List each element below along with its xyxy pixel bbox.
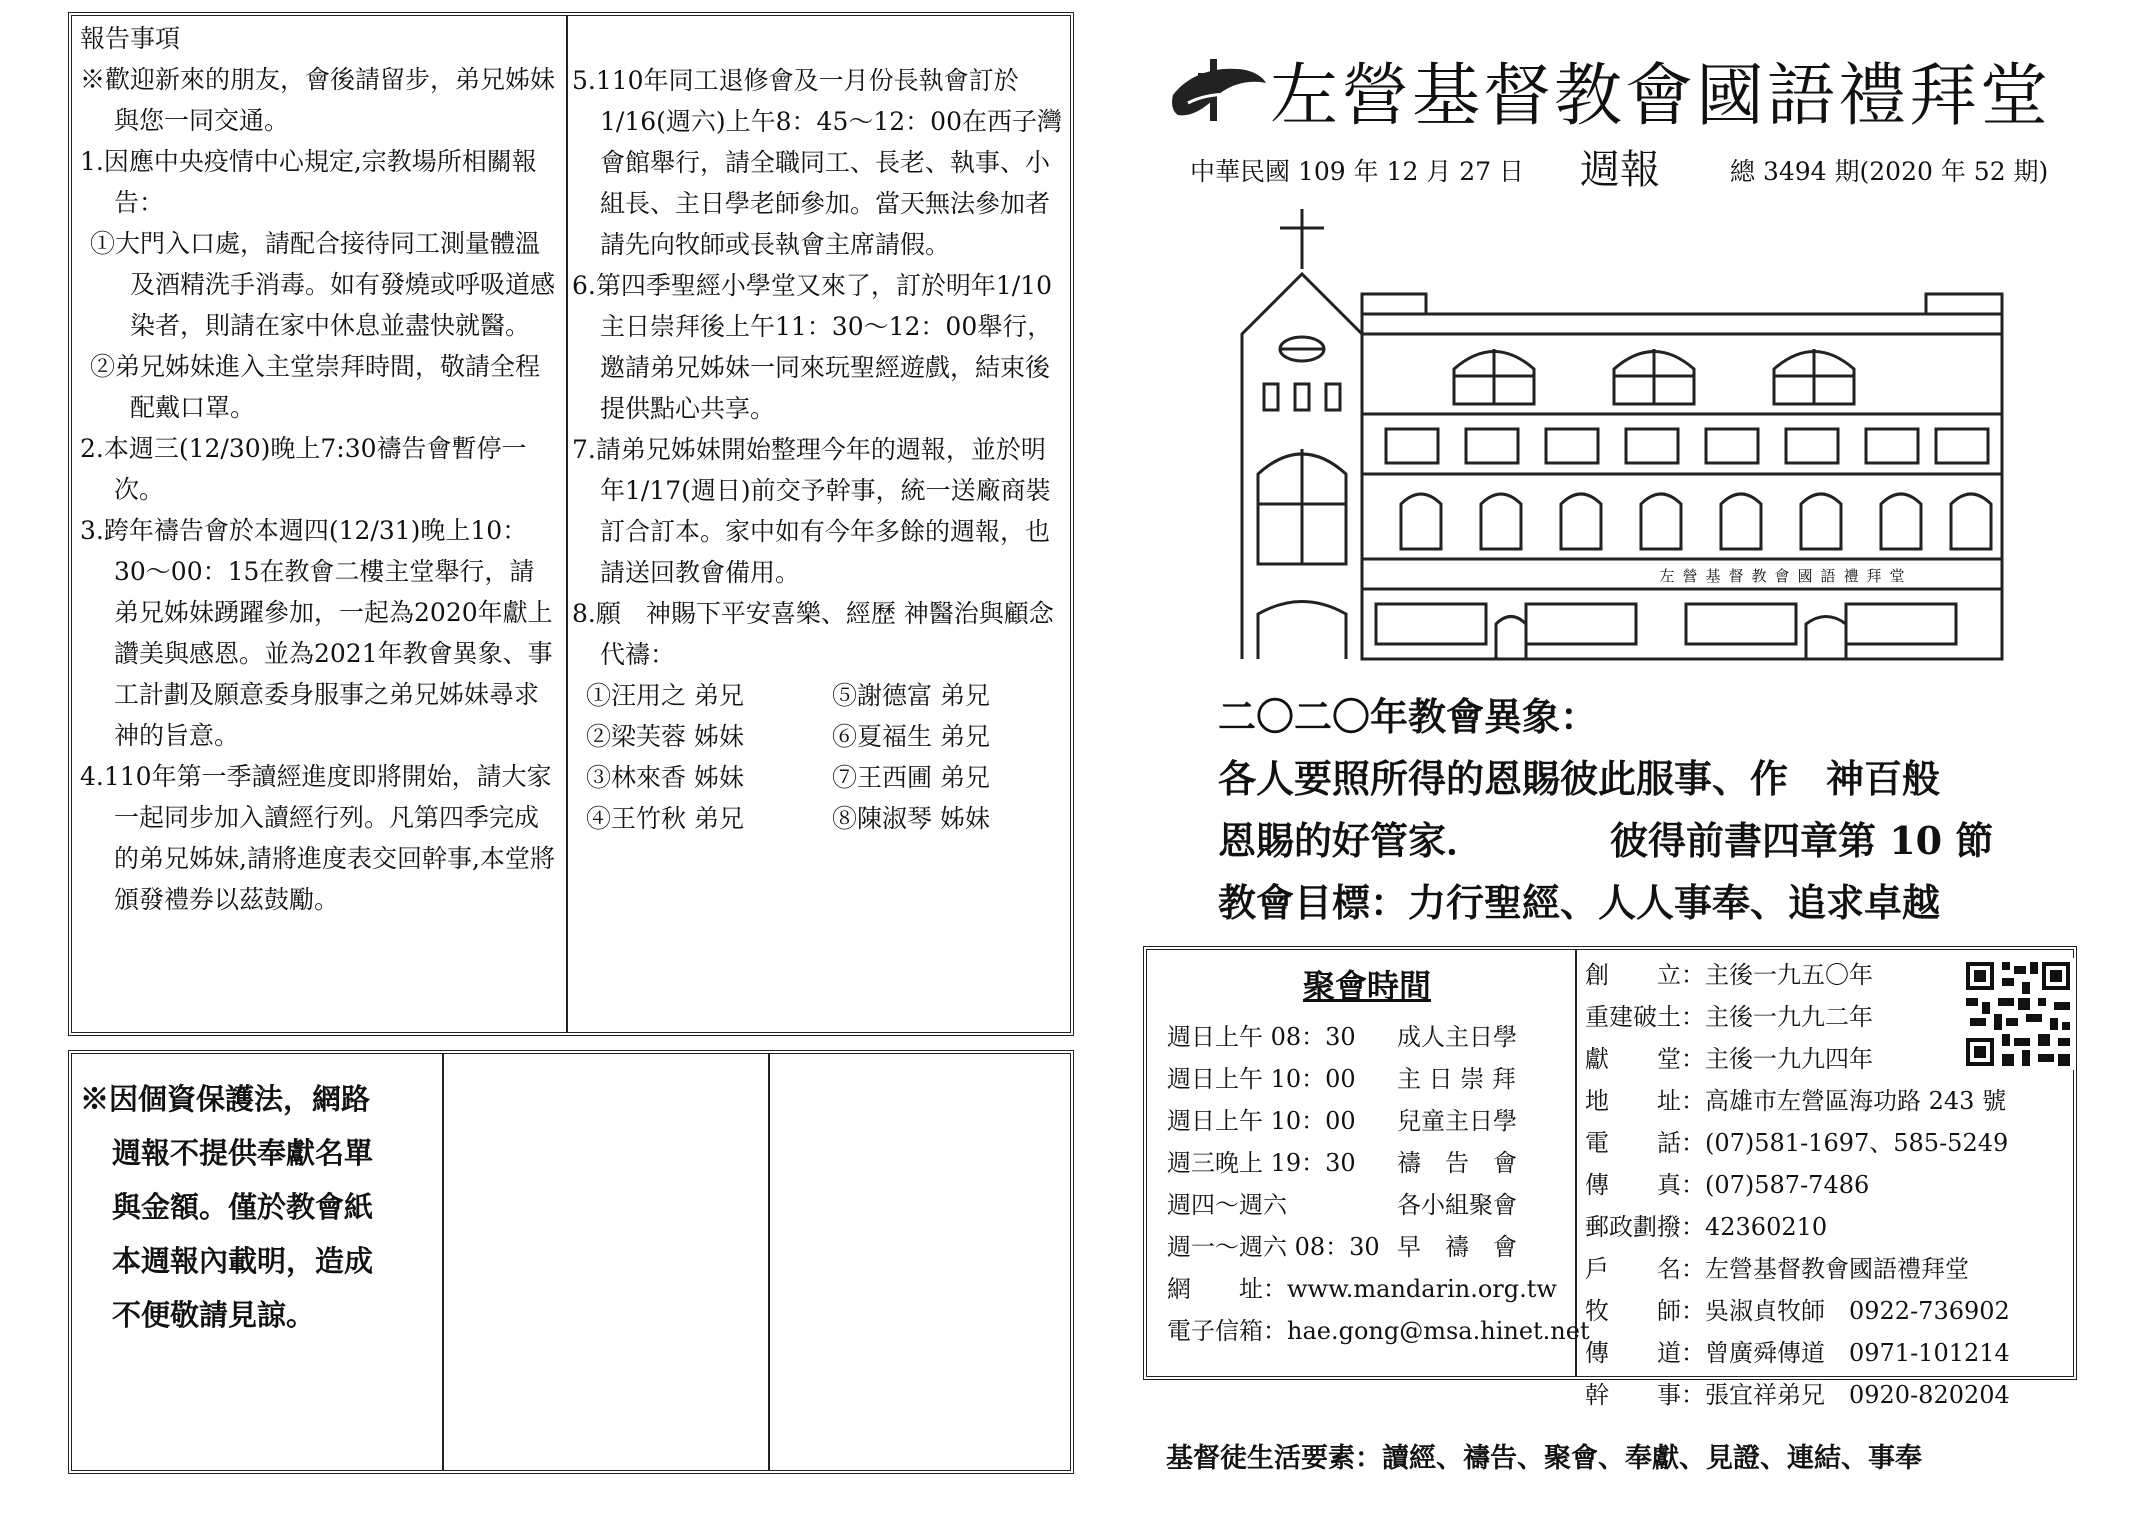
info-address: 地 址：高雄市左營區海功路 243 號	[1585, 1087, 2007, 1115]
info-groundbreaking: 重建破土：主後一九九二年	[1585, 1003, 1873, 1031]
vision-line-2a: 恩賜的好管家．	[1218, 818, 1485, 863]
vision-title: 二〇二〇年教會異象：	[1218, 694, 1599, 739]
announcement-8: 8.願 神賜下平安喜樂、經歷 神醫治與顧念代禱：	[572, 599, 1054, 669]
prayer-item: ④王竹秋 弟兄	[586, 804, 744, 833]
meeting-time: 週四～週六	[1167, 1191, 1287, 1219]
church-goal: 教會目標：力行聖經、人人事奉、追求卓越	[1218, 880, 1941, 925]
website: 網 址：www.mandarin.org.tw	[1167, 1275, 1557, 1303]
announcement-1b: ②弟兄姊妹進入主堂崇拜時間，敬請全程配戴口罩。	[90, 352, 541, 422]
announcement-3: 3.跨年禱告會於本週四(12/31)晚上10：30～00：15在教會二樓主堂舉行，請弟兄姊妹踴躍參加，一起為2020年獻上讚美與感恩。並為2021年教會異象、事工計劃及願意委身服事之弟兄姊妹尋求 神的旨意。	[80, 516, 553, 750]
church-logo-icon	[1168, 55, 1268, 125]
building-sign: 左營基督教會國語禮拜堂	[1659, 567, 1913, 585]
vision-reference: 彼得前書四章第 10 節	[1610, 818, 1994, 863]
vision-line-1: 各人要照所得的恩賜彼此服事、作 神百般	[1218, 756, 1941, 801]
welcome-note: ※歡迎新來的朋友，會後請留步，弟兄姊妹與您一同交通。	[80, 65, 556, 135]
info-dedication: 獻 堂：主後一九九四年	[1585, 1045, 1873, 1073]
meeting-time: 週日上午 10：00	[1167, 1065, 1356, 1093]
announcement-1a: ①大門入口處，請配合接待同工測量體溫及酒精洗手消毒。如有發燒或呼吸道感染者，則請在家中休息並盡快就醫。	[90, 229, 556, 340]
column-divider	[566, 16, 568, 1032]
meeting-name: 早 禱 會	[1397, 1233, 1517, 1261]
announcement-2: 2.本週三(12/30)晚上7:30禱告會暫停一次。	[80, 434, 527, 504]
announcement-1: 1.因應中央疫情中心規定,宗教場所相關報告：	[80, 147, 537, 217]
meeting-name: 各小組聚會	[1397, 1191, 1517, 1219]
announcement-5: 5.110年同工退修會及一月份長執會訂於1/16(週六)上午8：45～12：00在西子灣會館舉行，請全職同工、長老、執事、小組長、主日學老師參加。當天無法參加者請先向牧師或長執會主席請假。	[572, 66, 1062, 259]
privacy-note: ※因個資保護法，網路 週報不提供奉獻名單 與金額。僅於教會紙 本週報內載明，造成 不便敬請見諒。	[80, 1082, 374, 1332]
meeting-info-box	[1143, 946, 2077, 1409]
info-account-name: 戶 名：左營基督教會國語禮拜堂	[1585, 1255, 1969, 1283]
prayer-item: ③林來香 姊妹	[586, 763, 744, 792]
bulletin-issue: 總 3494 期(2020 年 52 期)	[1730, 157, 2049, 186]
info-founded: 創 立：主後一九五〇年	[1585, 961, 1873, 989]
meeting-times-title: 聚會時間	[1302, 967, 1431, 1005]
meeting-time: 週一～週六 08：30	[1167, 1233, 1380, 1261]
meeting-info-divider	[1575, 950, 1577, 1376]
announcement-7: 7.請弟兄姊妹開始整理今年的週報，並於明年1/17(週日)前交予幹事，統一送廠商裝訂合訂本。家中如有今年多餘的週報，也請送回教會備用。	[572, 435, 1051, 587]
meeting-time: 週日上午 10：00	[1167, 1107, 1356, 1135]
prayer-list	[572, 675, 1068, 839]
offering-box	[68, 1050, 1074, 1474]
announcement-4: 4.110年第一季讀經進度即將開始，請大家一起同步加入讀經行列。凡第四季完成的弟兄姊妹,請將進度表交回幹事,本堂將頒發禮券以茲鼓勵。	[80, 762, 555, 914]
prayer-item: ⑧陳淑琴 姊妹	[832, 804, 990, 833]
prayer-item: ⑦王西圃 弟兄	[832, 763, 990, 792]
announcements-right-column	[572, 60, 1068, 839]
prayer-item: ①汪用之 弟兄	[586, 681, 744, 710]
bulletin-date: 中華民國 109 年 12 月 27 日	[1190, 157, 1525, 186]
announcements-left-column	[80, 18, 556, 920]
prayer-item: ②梁芙蓉 姊妹	[586, 722, 744, 751]
qr-code-icon	[1962, 958, 2074, 1070]
meeting-time: 週三晚上 19：30	[1167, 1149, 1356, 1177]
meeting-name: 禱 告 會	[1397, 1149, 1517, 1177]
info-preacher: 傳 道：曾廣舜傳道 0971-101214	[1585, 1339, 2010, 1367]
announcements-box	[68, 12, 1074, 1036]
prayer-item: ⑥夏福生 弟兄	[832, 722, 990, 751]
bulletin-label: 週報	[1580, 147, 1660, 193]
meeting-name: 兒童主日學	[1397, 1107, 1517, 1135]
church-building-illustration	[1236, 204, 2006, 664]
info-phone: 電 話：(07)581-1697、585-5249	[1585, 1129, 2009, 1157]
meeting-name: 主 日 崇 拜	[1397, 1065, 1516, 1093]
email: 電子信箱：hae.gong@msa.hinet.net	[1167, 1317, 1590, 1345]
announcement-6: 6.第四季聖經小學堂又來了，訂於明年1/10主日崇拜後上午11：30～12：00舉行，邀請弟兄姊妹一同來玩聖經遊戲，結束後提供點心共享。	[572, 271, 1053, 423]
meeting-name: 成人主日學	[1397, 1023, 1517, 1051]
meeting-table	[1167, 1016, 1567, 1268]
meeting-times	[1167, 960, 1590, 1352]
info-secretary: 幹 事：張宜祥弟兄 0920-820204	[1585, 1381, 2010, 1409]
prayer-item: ⑤謝德富 弟兄	[832, 681, 990, 710]
info-pastor: 牧 師：吳淑貞牧師 0922-736902	[1585, 1297, 2010, 1325]
church-name: 左營基督教會國語禮拜堂	[1270, 57, 2052, 136]
info-postal-transfer: 郵政劃撥：42360210	[1585, 1213, 1828, 1241]
info-fax: 傳 真：(07)587-7486	[1585, 1171, 1870, 1199]
offering-divider-1	[442, 1054, 444, 1470]
christian-life-essentials: 基督徒生活要素：讀經、禱告、聚會、奉獻、見證、連結、事奉	[1166, 1443, 1922, 1474]
meeting-time: 週日上午 08：30	[1167, 1023, 1356, 1051]
offering-divider-2	[768, 1054, 770, 1470]
announcements-title: 報告事項	[80, 24, 181, 53]
